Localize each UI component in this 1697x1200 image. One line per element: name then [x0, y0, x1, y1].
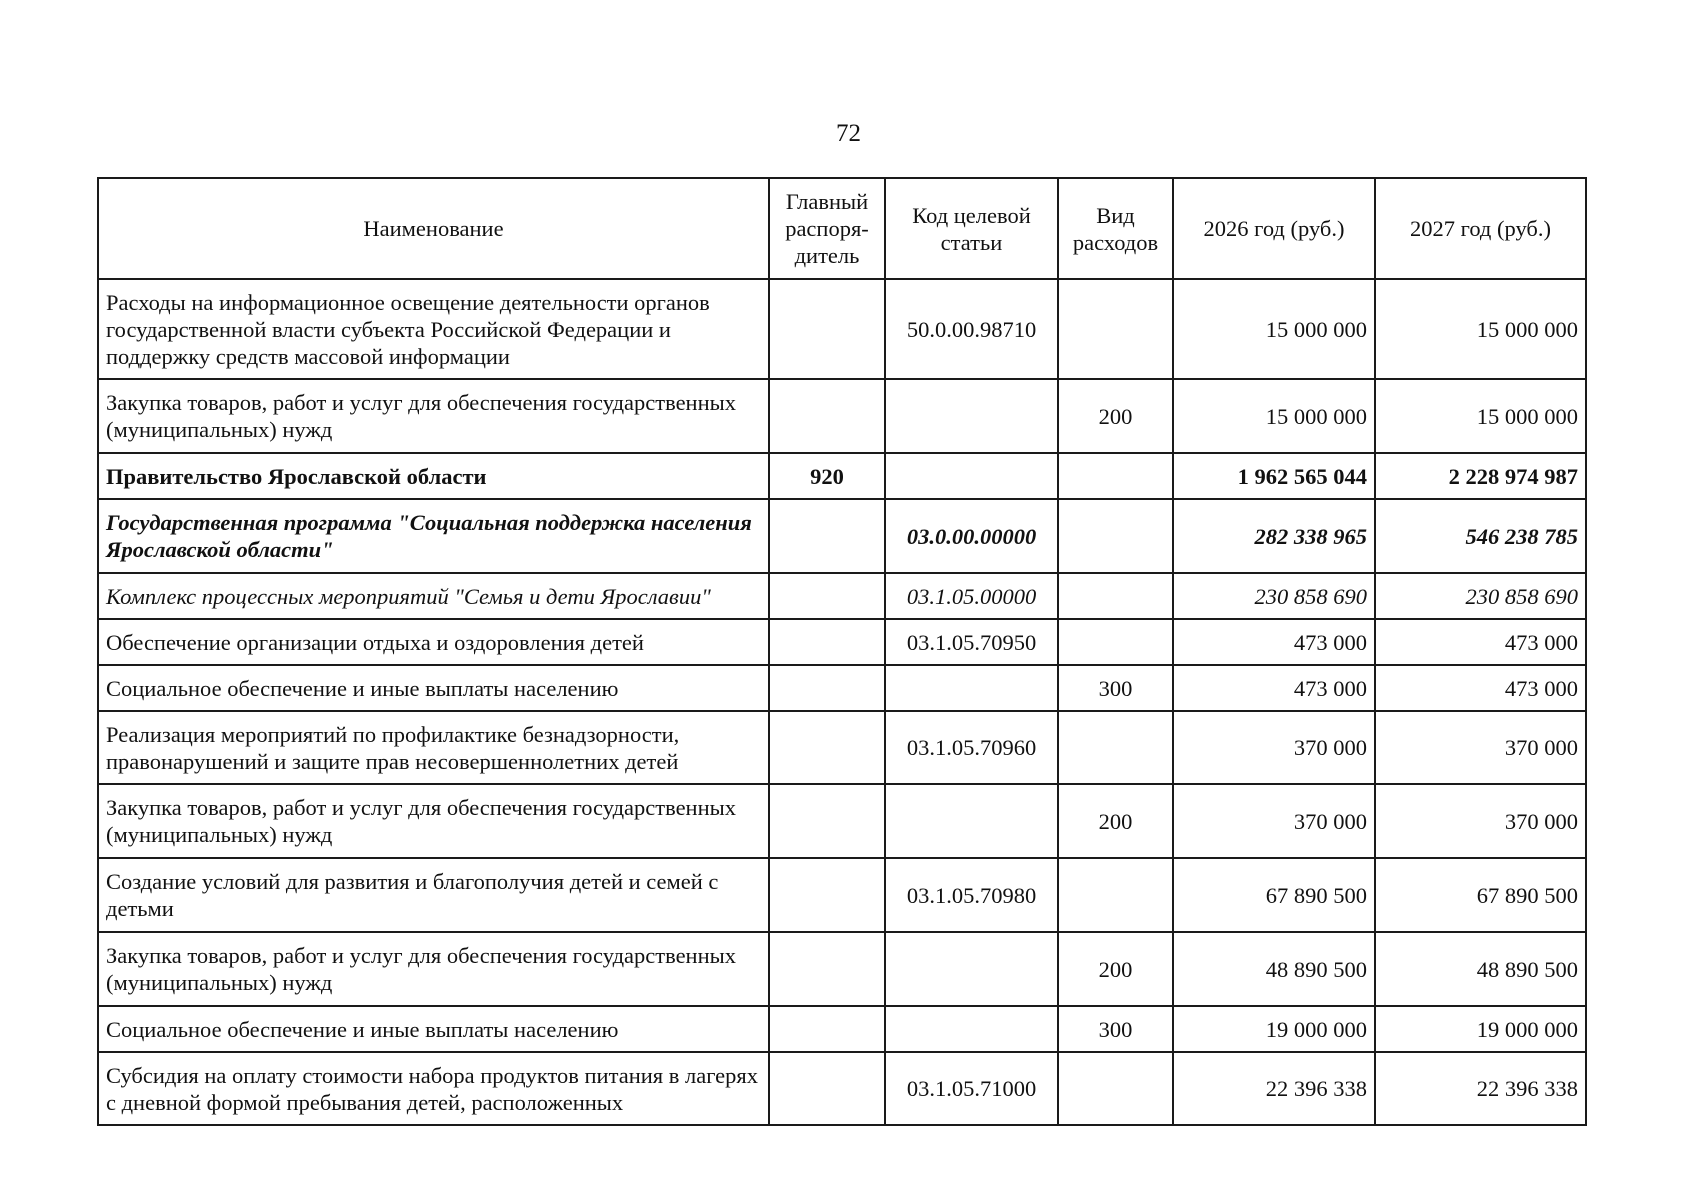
row-grbs: [769, 711, 885, 784]
row-amount-2026: 48 890 500: [1173, 932, 1375, 1006]
row-code: 03.1.05.70960: [885, 711, 1058, 784]
row-amount-2026: 473 000: [1173, 619, 1375, 665]
row-amount-2026: 19 000 000: [1173, 1006, 1375, 1052]
row-amount-2027: 48 890 500: [1375, 932, 1586, 1006]
row-code: [885, 453, 1058, 499]
row-amount-2026: 15 000 000: [1173, 379, 1375, 453]
row-grbs: [769, 499, 885, 573]
row-name: Правительство Ярославской области: [98, 453, 769, 499]
row-code: 03.1.05.70980: [885, 858, 1058, 932]
row-amount-2027: 546 238 785: [1375, 499, 1586, 573]
header-year-2026: 2026 год (руб.): [1173, 178, 1375, 279]
row-grbs: [769, 573, 885, 619]
row-amount-2027: 15 000 000: [1375, 279, 1586, 379]
row-vid: 300: [1058, 665, 1173, 711]
row-code: [885, 665, 1058, 711]
row-name: Субсидия на оплату стоимости набора продуктов питания в лагерях с дневной формой пребывания детей, расположенных: [98, 1052, 769, 1125]
row-vid: [1058, 573, 1173, 619]
table-row: [98, 1006, 1586, 1052]
row-name: Комплекс процессных мероприятий "Семья и дети Ярославии": [98, 573, 769, 619]
header-year-2027: 2027 год (руб.): [1375, 178, 1586, 279]
row-vid: [1058, 499, 1173, 573]
row-grbs: [769, 858, 885, 932]
table-row: [98, 711, 1586, 784]
row-vid: 200: [1058, 932, 1173, 1006]
row-amount-2026: 67 890 500: [1173, 858, 1375, 932]
table-row: [98, 858, 1586, 932]
table-row: [98, 619, 1586, 665]
row-vid: 200: [1058, 784, 1173, 858]
table-row: [98, 932, 1586, 1006]
row-grbs: [769, 784, 885, 858]
row-amount-2027: 19 000 000: [1375, 1006, 1586, 1052]
row-name: Социальное обеспечение и иные выплаты населению: [98, 1006, 769, 1052]
table-body: [98, 279, 1586, 1125]
row-amount-2026: 15 000 000: [1173, 279, 1375, 379]
row-amount-2027: 15 000 000: [1375, 379, 1586, 453]
row-amount-2027: 2 228 974 987: [1375, 453, 1586, 499]
row-grbs: [769, 1006, 885, 1052]
header-row: [98, 178, 1586, 279]
row-code: [885, 932, 1058, 1006]
table-row: [98, 1052, 1586, 1125]
table-header: [98, 178, 1586, 279]
row-grbs: [769, 279, 885, 379]
row-code: 03.1.05.71000: [885, 1052, 1058, 1125]
row-name: Закупка товаров, работ и услуг для обеспечения государственных (муниципальных) нужд: [98, 784, 769, 858]
table-row: [98, 453, 1586, 499]
row-vid: [1058, 711, 1173, 784]
row-amount-2027: 67 890 500: [1375, 858, 1586, 932]
row-amount-2027: 370 000: [1375, 784, 1586, 858]
row-amount-2026: 230 858 690: [1173, 573, 1375, 619]
table-row: [98, 499, 1586, 573]
header-name: Наименование: [98, 178, 769, 279]
row-code: 03.0.00.00000: [885, 499, 1058, 573]
row-code: 03.1.05.70950: [885, 619, 1058, 665]
row-grbs: [769, 379, 885, 453]
row-vid: [1058, 279, 1173, 379]
row-vid: 200: [1058, 379, 1173, 453]
row-name: Закупка товаров, работ и услуг для обеспечения государственных (муниципальных) нужд: [98, 379, 769, 453]
row-grbs: [769, 665, 885, 711]
row-name: Создание условий для развития и благополучия детей и семей с детьми: [98, 858, 769, 932]
row-name: Обеспечение организации отдыха и оздоровления детей: [98, 619, 769, 665]
table-row: [98, 279, 1586, 379]
header-grbs: Главный распоря-дитель: [769, 178, 885, 279]
budget-table: [97, 177, 1587, 1126]
row-amount-2027: 473 000: [1375, 665, 1586, 711]
row-code: [885, 1006, 1058, 1052]
table-row: [98, 379, 1586, 453]
row-amount-2027: 22 396 338: [1375, 1052, 1586, 1125]
row-name: Закупка товаров, работ и услуг для обеспечения государственных (муниципальных) нужд: [98, 932, 769, 1006]
row-vid: [1058, 1052, 1173, 1125]
row-vid: [1058, 619, 1173, 665]
row-grbs: [769, 1052, 885, 1125]
row-amount-2026: 473 000: [1173, 665, 1375, 711]
row-grbs: 920: [769, 453, 885, 499]
row-grbs: [769, 932, 885, 1006]
row-amount-2026: 370 000: [1173, 784, 1375, 858]
table-row: [98, 573, 1586, 619]
row-vid: 300: [1058, 1006, 1173, 1052]
table-row: [98, 784, 1586, 858]
row-amount-2026: 22 396 338: [1173, 1052, 1375, 1125]
row-amount-2027: 230 858 690: [1375, 573, 1586, 619]
row-code: [885, 379, 1058, 453]
header-code: Код целевой статьи: [885, 178, 1058, 279]
row-name: Реализация мероприятий по профилактике безнадзорности, правонарушений и защите прав несовершеннолетних детей: [98, 711, 769, 784]
row-amount-2026: 282 338 965: [1173, 499, 1375, 573]
row-vid: [1058, 453, 1173, 499]
page-number: 72: [836, 120, 861, 147]
row-vid: [1058, 858, 1173, 932]
row-amount-2026: 370 000: [1173, 711, 1375, 784]
row-code: 50.0.00.98710: [885, 279, 1058, 379]
row-name: Расходы на информационное освещение деятельности органов государственной власти субъекта Российской Федерации и поддержку средств массовой информации: [98, 279, 769, 379]
row-code: 03.1.05.00000: [885, 573, 1058, 619]
row-code: [885, 784, 1058, 858]
row-amount-2027: 370 000: [1375, 711, 1586, 784]
header-vid: Вид расходов: [1058, 178, 1173, 279]
row-name: Социальное обеспечение и иные выплаты населению: [98, 665, 769, 711]
table-row: [98, 665, 1586, 711]
row-grbs: [769, 619, 885, 665]
row-amount-2027: 473 000: [1375, 619, 1586, 665]
row-name: Государственная программа "Социальная поддержка населения Ярославской области": [98, 499, 769, 573]
row-amount-2026: 1 962 565 044: [1173, 453, 1375, 499]
